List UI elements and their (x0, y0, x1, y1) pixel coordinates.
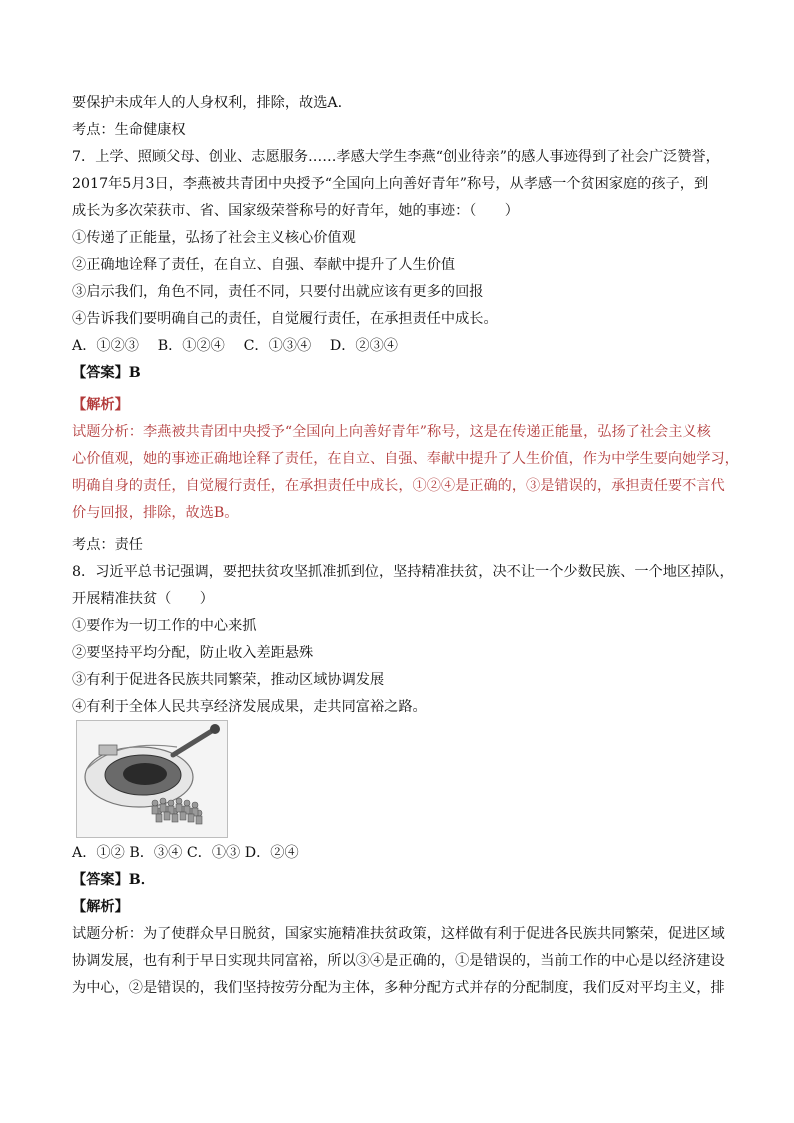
cartoon-image (76, 720, 228, 838)
kaodian-label: 考点：生命健康权 (72, 122, 186, 138)
question-7 (72, 148, 739, 554)
answer-label: 【答案】B (72, 365, 141, 381)
analysis-line: 价与回报，排除，故选B。 (72, 505, 239, 521)
answer-label: 【答案】B． (72, 872, 155, 888)
kaodian-label: 考点：责任 (72, 537, 143, 553)
choices-line: A．①②③ B．①②④ C．①③④ D．②③④ (72, 338, 398, 354)
option-2: ②要坚持平均分配，防止收入差距悬殊 (72, 645, 314, 661)
analysis-label: 【解析】 (72, 397, 129, 413)
analysis-line: 试题分析：为了使群众早日脱贫，国家实施精准扶贫政策，这样做有利于促进各民族共同繁荣，促进区域 (72, 926, 725, 942)
option-3: ③启示我们，角色不同，责任不同，只要付出就应该有更多的回报 (72, 284, 484, 300)
option-2: ②正确地诠释了责任，在自立、自强、奉献中提升了人生价值 (72, 257, 456, 273)
ladle-handle (173, 729, 215, 755)
analysis-line: 明确自身的责任，自觉履行责任，在承担责任中成长，①②④是正确的，③是错误的，承担责任要不言代 (72, 478, 725, 494)
analysis-line: 心价值观，她的事迹正确地诠释了责任，在自立、自强、奉献中提升了人生价值，作为中学生要向她学习， (72, 451, 739, 467)
analysis-line: 为中心，②是错误的，我们坚持按劳分配为主体，多种分配方式并存的分配制度，我们反对平均主义，排 (72, 980, 725, 996)
swirl-core (123, 763, 167, 785)
analysis-block (72, 396, 739, 522)
option-4: ④告诉我们要明确自己的责任，自觉履行责任，在承担责任中成长。 (72, 311, 498, 327)
option-1: ①要作为一切工作的中心来抓 (72, 618, 257, 634)
text-line: 要保护未成年人的人身权利，排除，故选A. (72, 95, 343, 111)
analysis-label: 【解析】 (72, 899, 129, 915)
option-1: ①传递了正能量，弘扬了社会主义核心价值观 (72, 230, 356, 246)
choices-line: A．①② B．③④ C．①③ D．②④ (72, 845, 299, 861)
question-stem-line: 2017年5月3日，李燕被共青团中央授予“全国向上向善好青年”称号，从孝感一个贫困家庭的孩子，到 (72, 176, 709, 192)
analysis-line: 试题分析：李燕被共青团中央授予“全国向上向善好青年”称号，这是在传递正能量，弘扬了社会主义核 (72, 424, 711, 440)
ladle-tip (210, 724, 220, 734)
question-stem-line: 7．上学、照顾父母、创业、志愿服务……孝感大学生李燕“创业待亲”的感人事迹得到了社会广泛赞誉， (72, 149, 720, 165)
analysis-line: 协调发展，也有利于早日实现共同富裕，所以③④是正确的，①是错误的，当前工作的中心是以经济建设 (72, 953, 725, 969)
building (99, 745, 117, 755)
option-4: ④有利于全体人民共享经济发展成果，走共同富裕之路。 (72, 699, 427, 715)
question-stem-line: 开展精准扶贫（ ） (72, 591, 214, 607)
cartoon-drawing (77, 721, 227, 837)
question-8 (72, 563, 732, 997)
question-stem-line: 8．习近平总书记强调，要把扶贫攻坚抓准抓到位，坚持精准扶贫，决不让一个少数民族、一个地区掉队， (72, 564, 734, 580)
question-stem-line: 成长为多次荣获市、省、国家级荣誉称号的好青年，她的事迹：（ ） (72, 203, 519, 219)
document-body (72, 94, 739, 997)
option-3: ③有利于促进各民族共同繁荣，推动区域协调发展 (72, 672, 385, 688)
